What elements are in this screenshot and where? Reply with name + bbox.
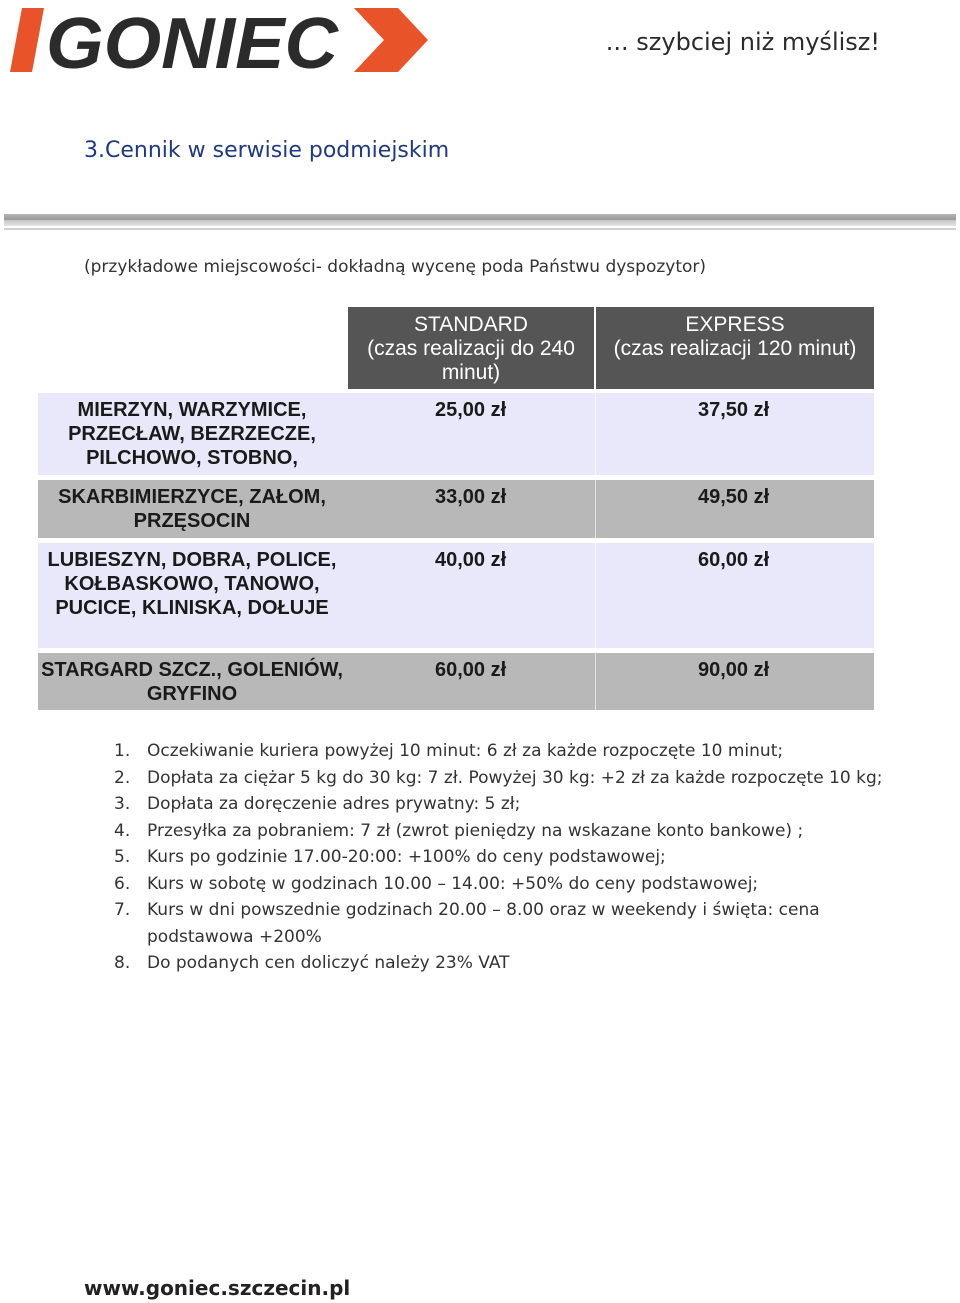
list-item <box>114 871 894 898</box>
list-item <box>114 791 894 818</box>
row-price-standard: 25,00 zł <box>435 399 507 421</box>
row-price-express: 60,00 zł <box>698 549 770 571</box>
list-item-number: 7. <box>114 900 131 920</box>
row-cities: LUBIESZYN, DOBRA, POLICE, KOŁBASKOWO, TANOWO, PUCICE, KLINISKA, DOŁUJE <box>47 549 337 619</box>
goniec-logo <box>10 4 430 76</box>
list-item <box>114 765 894 792</box>
column-header-standard <box>348 307 594 389</box>
list-item-number: 3. <box>114 794 131 814</box>
list-item-number: 2. <box>114 767 131 788</box>
surcharge-list <box>114 738 894 977</box>
pricing-note: (przykładowe miejscowości- dokładną wycenę poda Państwu dyspozytor) <box>84 257 707 277</box>
list-item-number: 6. <box>114 873 131 894</box>
row-price-express: 37,50 zł <box>698 399 770 421</box>
table-row <box>38 480 874 538</box>
footer-url[interactable]: www.goniec.szczecin.pl <box>84 1276 351 1300</box>
list-item-text: Do podanych cen doliczyć należy 23% VAT <box>147 953 510 973</box>
logo-bar-left <box>10 8 44 72</box>
row-cities: SKARBIMIERZYCE, ZAŁOM, PRZĘSOCIN <box>58 486 326 532</box>
list-item-text: Kurs w dni powszednie godzinach 20.00 – 8.00 oraz w weekendy i święta: cena podstawowa +200% <box>147 900 820 947</box>
list-item-number: 4. <box>114 820 131 841</box>
list-item <box>114 844 894 871</box>
column-header-standard-title: STANDARD <box>414 313 528 336</box>
section-divider-line <box>4 228 956 230</box>
list-item-number: 1. <box>114 741 131 761</box>
list-item-text: Kurs w sobotę w godzinach 10.00 – 14.00: +50% do ceny podstawowej; <box>147 873 759 894</box>
table-row <box>38 393 874 475</box>
list-item <box>114 738 894 765</box>
logo-arrow <box>354 8 428 72</box>
list-item-text: Dopłata za ciężar 5 kg do 30 kg: 7 zł. Powyżej 30 kg: +2 zł za każde rozpoczęte 10 kg; <box>147 767 883 788</box>
page-heading: 3.Cennik w serwisie podmiejskim <box>84 138 450 163</box>
row-price-standard: 40,00 zł <box>435 549 507 571</box>
column-header-express-subtitle: (czas realizacji 120 minut) <box>613 337 857 360</box>
column-header-express <box>596 307 874 389</box>
list-item-number: 5. <box>114 847 131 867</box>
list-item <box>114 950 894 977</box>
table-row <box>38 543 874 648</box>
list-item-text: Przesyłka za pobraniem: 7 zł (zwrot pieniędzy na wskazane konto bankowe) ; <box>147 820 804 841</box>
list-item <box>114 897 894 950</box>
section-divider <box>4 214 956 226</box>
list-item-text: Oczekiwanie kuriera powyżej 10 minut: 6 zł za każde rozpoczęte 10 minut; <box>147 741 784 761</box>
logo-text: GONIEC <box>46 4 340 76</box>
list-item-text: Dopłata za doręczenie adres prywatny: 5 zł; <box>147 794 521 814</box>
list-item-text: Kurs po godzinie 17.00-20:00: +100% do ceny podstawowej; <box>147 847 666 867</box>
row-price-standard: 33,00 zł <box>435 486 507 508</box>
row-price-express: 90,00 zł <box>698 659 770 681</box>
list-item <box>114 818 894 845</box>
column-separator <box>595 307 596 710</box>
row-cities: MIERZYN, WARZYMICE, PRZECŁAW, BEZRZECZE, PILCHOWO, STOBNO, <box>68 399 316 469</box>
table-row <box>38 653 874 710</box>
row-cities: STARGARD SZCZ., GOLENIÓW, GRYFINO <box>41 659 343 705</box>
column-header-express-title: EXPRESS <box>685 313 785 336</box>
row-price-express: 49,50 zł <box>698 486 770 508</box>
column-header-standard-subtitle: (czas realizacji do 240 minut) <box>367 337 575 384</box>
row-price-standard: 60,00 zł <box>435 659 507 681</box>
tagline: ... szybciej niż myślisz! <box>605 28 880 56</box>
list-item-number: 8. <box>114 953 131 973</box>
